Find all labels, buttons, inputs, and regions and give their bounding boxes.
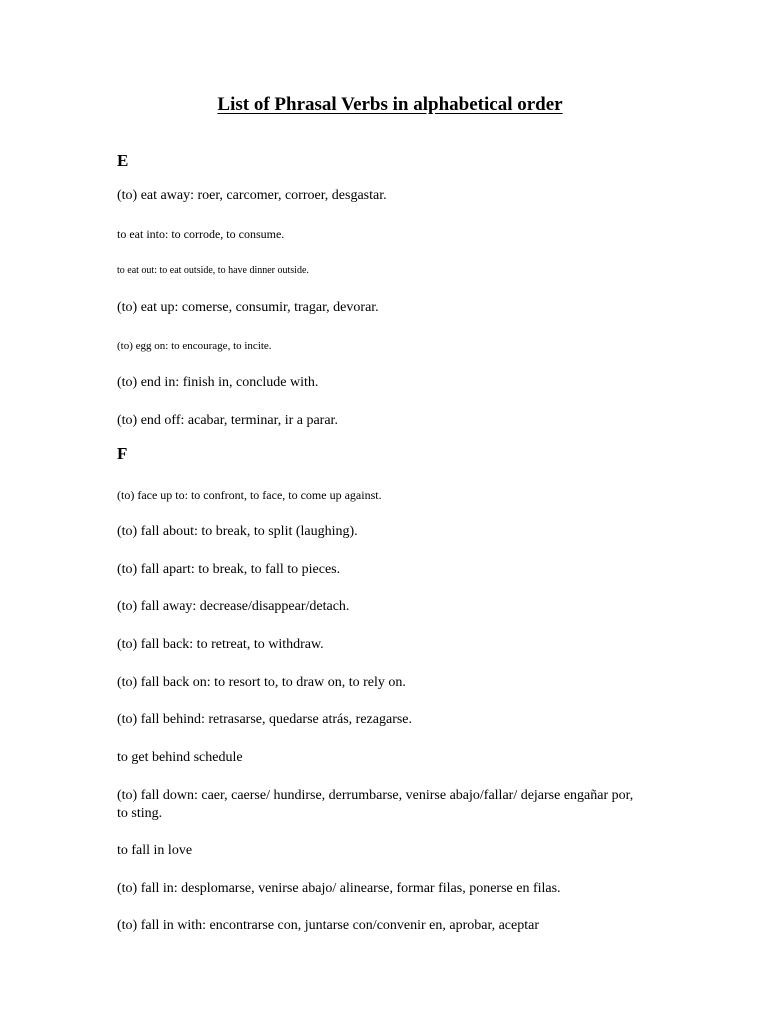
section-letter-e: E	[117, 151, 129, 170]
entry-get-behind-schedule: to get behind schedule	[117, 750, 243, 765]
entry-fall-away: (to) fall away: decrease/disappear/detach.	[117, 599, 350, 614]
section-letter-f: F	[117, 444, 128, 463]
entry-fall-in-with: (to) fall in with: encontrarse con, juntarse con/convenir en, aprobar, aceptar	[117, 918, 539, 933]
entry-eat-away: (to) eat away: roer, carcomer, corroer, desgastar.	[117, 188, 387, 203]
entry-fall-behind: (to) fall behind: retrasarse, quedarse atrás, rezagarse.	[117, 712, 413, 727]
entry-fall-about: (to) fall about: to break, to split (laughing).	[117, 524, 358, 539]
entry-face-up-to: (to) face up to: to confront, to face, to come up against.	[117, 488, 382, 502]
entry-fall-back: (to) fall back: to retreat, to withdraw.	[117, 637, 324, 652]
entry-end-off: (to) end off: acabar, terminar, ir a parar.	[117, 413, 338, 428]
entry-eat-out: to eat out: to eat outside, to have dinner outside.	[117, 265, 309, 276]
entry-fall-back-on: (to) fall back on: to resort to, to draw on, to rely on.	[117, 675, 406, 690]
entry-fall-apart: (to) fall apart: to break, to fall to pieces.	[117, 562, 341, 577]
entry-fall-in-love: to fall in love	[117, 843, 193, 858]
entry-end-in: (to) end in: finish in, conclude with.	[117, 375, 319, 390]
page-title: List of Phrasal Verbs in alphabetical order	[217, 94, 563, 115]
entry-fall-in: (to) fall in: desplomarse, venirse abajo/ alinearse, formar filas, ponerse en filas.	[117, 881, 561, 896]
entry-egg-on: (to) egg on: to encourage, to incite.	[117, 340, 272, 352]
entry-eat-up: (to) eat up: comerse, consumir, tragar, devorar.	[117, 300, 379, 315]
entry-fall-down: (to) fall down: caer, caerse/ hundirse, derrumbarse, venirse abajo/fallar/ dejarse engañar por, to sting.	[117, 788, 634, 821]
entry-eat-into: to eat into: to corrode, to consume.	[117, 227, 285, 241]
